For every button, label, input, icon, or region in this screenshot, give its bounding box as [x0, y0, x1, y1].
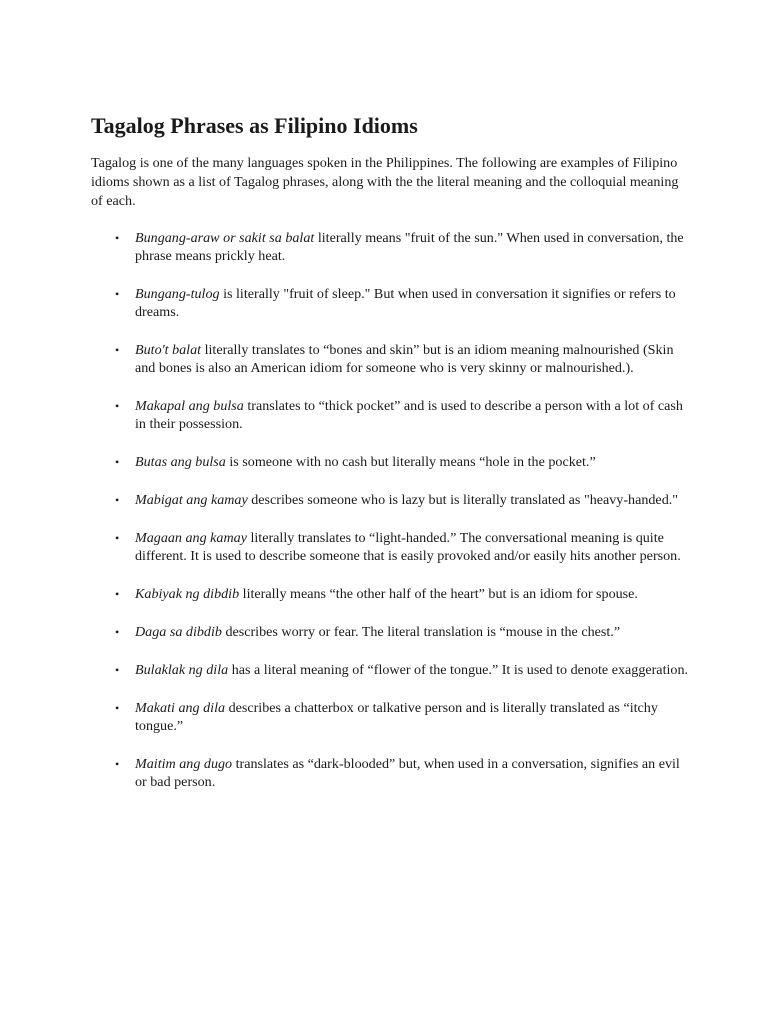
idiom-meaning: describes a chatterbox or talkative person and is literally translated as “itchy tongue.” [135, 700, 658, 734]
idiom-meaning: literally translates to “bones and skin” but is an idiom meaning malnourished (Skin and bones is also an American idiom for someone who is very skinny or malnourished.). [135, 342, 674, 376]
idiom-phrase: Kabiyak ng dibdib [135, 586, 240, 602]
idiom-list-item [91, 585, 691, 603]
bullet-icon: • [115, 399, 120, 413]
bullet-icon: • [115, 663, 120, 677]
idiom-meaning: describes someone who is lazy but is literally translated as "heavy-handed." [247, 492, 679, 508]
idiom-list-item [91, 341, 691, 377]
bullet-icon: • [115, 587, 120, 601]
idiom-meaning: is literally "fruit of sleep." But when used in conversation it signifies or refers to dreams. [135, 286, 676, 320]
idiom-meaning: literally means “the other half of the heart” but is an idiom for spouse. [239, 586, 638, 602]
idiom-list-item [91, 453, 691, 471]
idiom-list-item [91, 397, 691, 433]
idiom-meaning: has a literal meaning of “flower of the tongue.” It is used to denote exaggeration. [228, 662, 689, 678]
idiom-list-item [91, 285, 691, 321]
bullet-icon: • [115, 531, 120, 545]
bullet-icon: • [115, 701, 120, 715]
idiom-meaning: literally translates to “light-handed.” The conversational meaning is quite different. It is used to describe someone that is easily provoked and/or easily hits another person. [135, 530, 681, 564]
bullet-icon: • [115, 493, 120, 507]
idiom-phrase: Daga sa dibdib [135, 624, 222, 640]
bullet-icon: • [115, 231, 120, 245]
bullet-icon: • [115, 757, 120, 771]
idiom-list-item [91, 491, 691, 509]
idiom-phrase: Bungang-tulog [135, 286, 220, 302]
idiom-phrase: Bungang-araw or sakit sa balat [135, 230, 315, 246]
idiom-list-item [91, 229, 691, 265]
idiom-meaning: describes worry or fear. The literal translation is “mouse in the chest.” [221, 624, 621, 640]
idiom-list-item [91, 661, 691, 679]
idiom-phrase: Makapal ang bulsa [135, 398, 244, 414]
bullet-icon: • [115, 287, 120, 301]
idiom-list-item [91, 699, 691, 735]
bullet-icon: • [115, 343, 120, 357]
idiom-phrase: Buto't balat [135, 342, 202, 358]
idiom-list-item [91, 623, 691, 641]
intro-paragraph: Tagalog is one of the many languages spoken in the Philippines. The following are examples of Filipino idioms shown as a list of Tagalog phrases, along with the the literal meaning and the colloquial meaning of each. [91, 155, 679, 209]
idiom-list-item [91, 755, 691, 791]
bullet-icon: • [115, 625, 120, 639]
idiom-meaning: translates as “dark-blooded” but, when used in a conversation, signifies an evil or bad person. [135, 756, 680, 790]
idiom-phrase: Maitim ang dugo [135, 756, 233, 772]
idiom-phrase: Butas ang bulsa [135, 454, 226, 470]
idiom-meaning: translates to “thick pocket” and is used to describe a person with a lot of cash in their possession. [135, 398, 683, 432]
idiom-phrase: Magaan ang kamay [135, 530, 247, 546]
idiom-phrase: Bulaklak ng dila [135, 662, 229, 678]
idiom-list-item [91, 529, 691, 565]
idiom-meaning: is someone with no cash but literally means “hole in the pocket.” [225, 454, 596, 470]
bullet-icon: • [115, 455, 120, 469]
idiom-meaning: literally means "fruit of the sun." When used in conversation, the phrase means prickly heat. [135, 230, 684, 264]
idiom-phrase: Makati ang dila [135, 700, 226, 716]
idiom-phrase: Mabigat ang kamay [135, 492, 248, 508]
page-title: Tagalog Phrases as Filipino Idioms [91, 113, 418, 138]
idiom-list [91, 229, 691, 811]
